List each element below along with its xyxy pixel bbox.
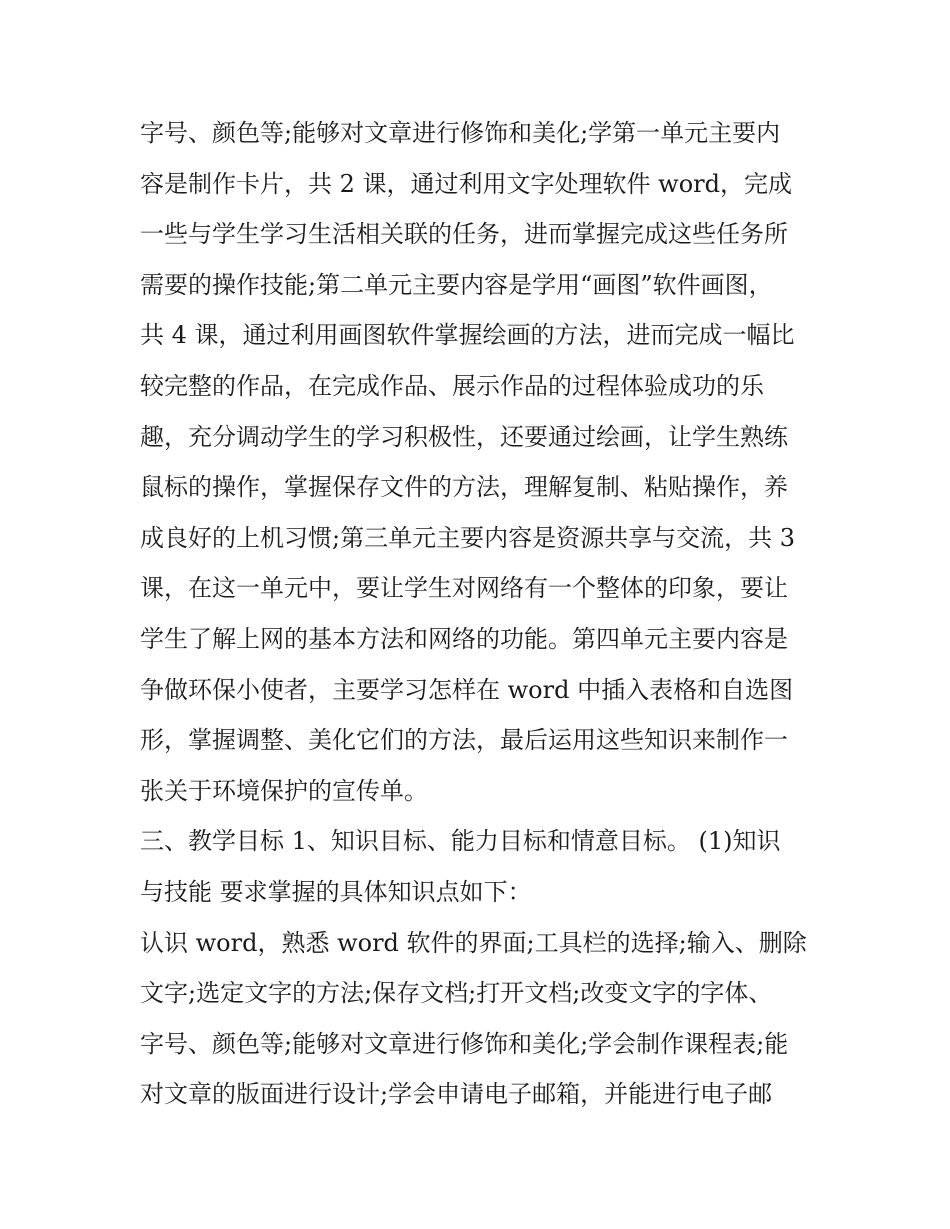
text-line: 形，掌握调整、美化它们的方法，最后运用这些知识来制作一 [140,726,788,755]
body-text [140,108,820,1120]
text-line: 争做环保小使者，主要学习怎样在 word 中插入表格和自选图 [140,675,794,704]
text-line: 一些与学生学习生活相关联的任务，进而掌握完成这些任务所 [140,220,788,249]
text-line: 需要的操作技能;第二单元主要内容是学用“画图”软件画图， [140,270,773,299]
text-line: 共 4 课，通过利用画图软件掌握绘画的方法，进而完成一幅比 [140,321,795,350]
text-line: 容是制作卡片，共 2 课，通过利用文字处理软件 word，完成 [140,169,792,198]
text-line: 趣，充分调动学生的学习积极性，还要通过绘画，让学生熟练 [140,422,788,451]
text-line: 课，在这一单元中，要让学生对网络有一个整体的印象，要让 [140,574,788,603]
text-line: 鼠标的操作，掌握保存文件的方法，理解复制、粘贴操作，养 [140,473,788,502]
text-line: 张关于环境保护的宣传单。 [140,776,428,805]
text-line: 字号、颜色等;能够对文章进行修饰和美化;学会制作课程表;能 [140,1029,789,1058]
text-line: 学生了解上网的基本方法和网络的功能。第四单元主要内容是 [140,624,788,653]
text-line: 成良好的上机习惯;第三单元主要内容是资源共享与交流，共 3 [140,523,795,552]
text-line: 认识 word，熟悉 word 软件的界面;工具栏的选择;输入、删除 [140,928,807,957]
text-line: 与技能 要求掌握的具体知识点如下： [140,877,532,906]
text-line: 文字;选定文字的方法;保存文档;打开文档;改变文字的字体、 [140,979,773,1008]
text-line: 字号、颜色等;能够对文章进行修饰和美化;学第一单元主要内 [140,119,781,147]
text-line: 较完整的作品，在完成作品、展示作品的过程体验成功的乐 [140,371,764,400]
text-line: 对文章的版面进行设计;学会申请电子邮箱，并能进行电子邮 [140,1080,773,1109]
text-line: 三、教学目标 1、知识目标、能力目标和情意目标。 (1)知识 [140,827,781,856]
